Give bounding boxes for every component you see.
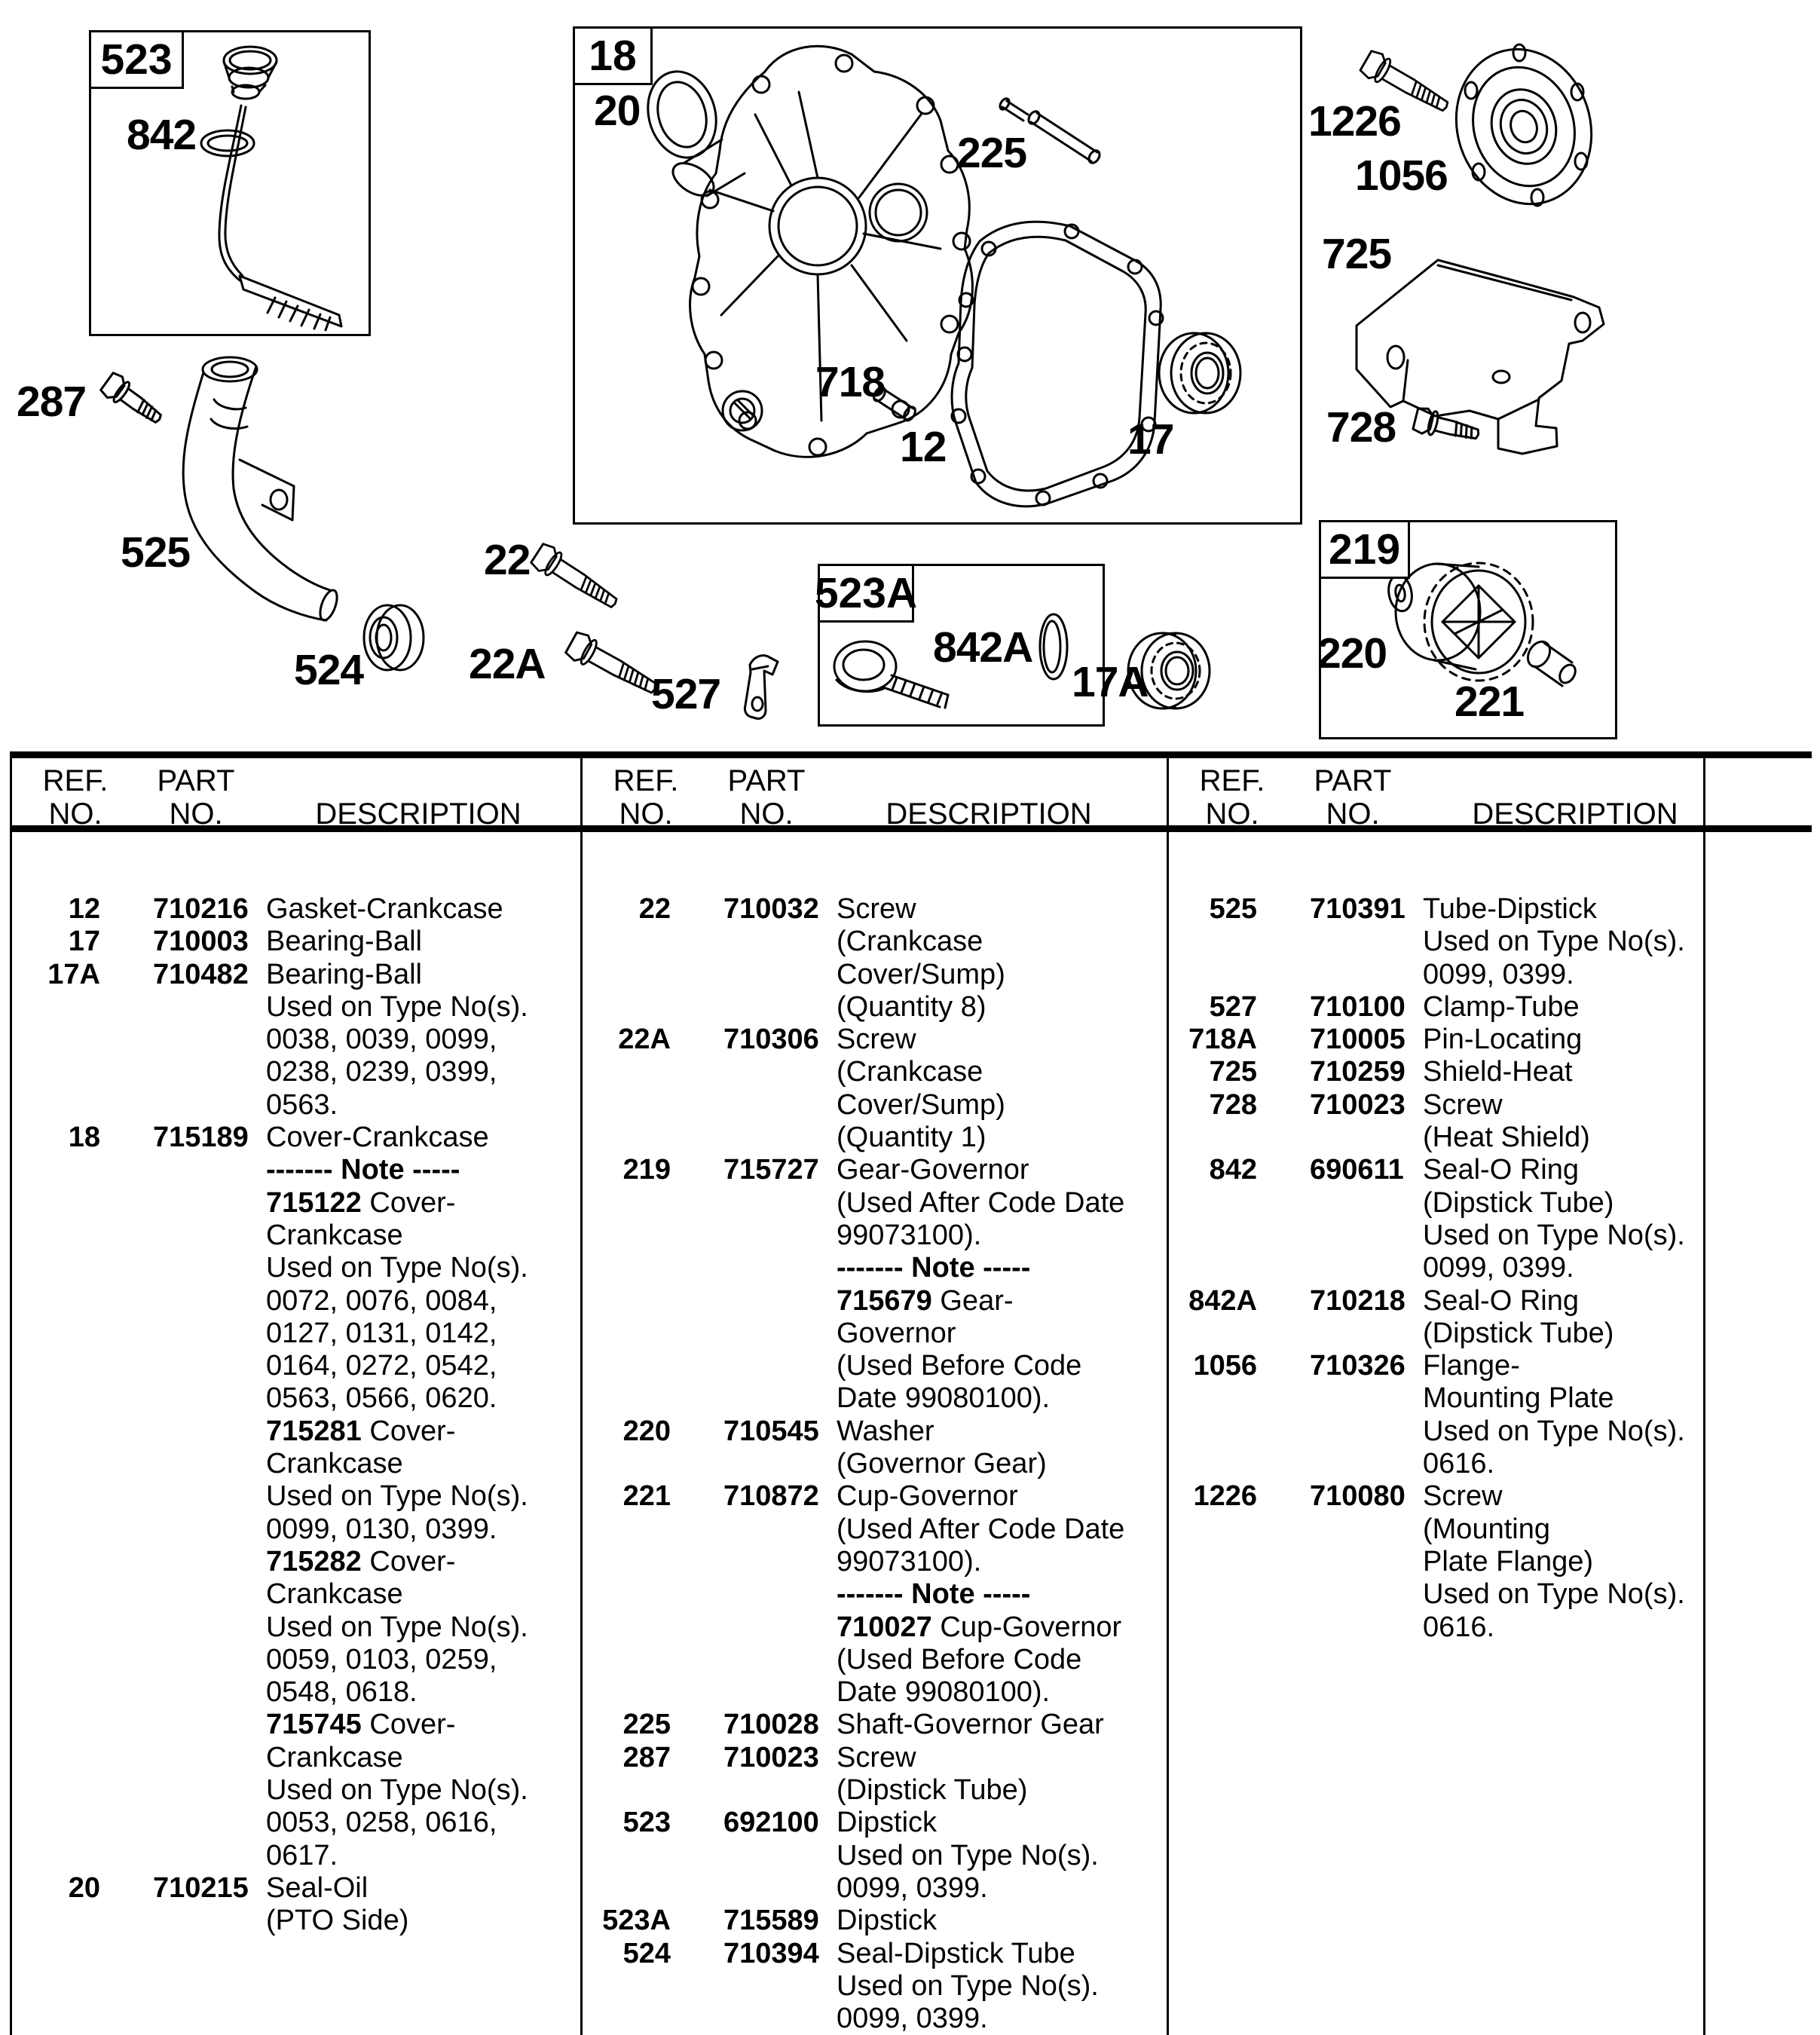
description: Used on Type No(s). [1423, 1415, 1685, 1447]
table-row [580, 893, 1167, 926]
table-row [10, 1807, 580, 1839]
part-no: 710326 [1310, 1350, 1406, 1382]
description: 0616. [1423, 1611, 1495, 1643]
table-row [1167, 1252, 1703, 1284]
header-ref: REF. NO. [1199, 764, 1265, 831]
description: 715679 Gear- [837, 1284, 1014, 1317]
description: Used on Type No(s). [837, 1839, 1099, 1871]
ref-no: 728 [1209, 1088, 1257, 1121]
callout-22A: 22A [469, 640, 546, 688]
description: 0164, 0272, 0542, [266, 1350, 497, 1382]
part-no: 710080 [1310, 1480, 1406, 1513]
table-row [1167, 1382, 1703, 1415]
description: Seal-Dipstick Tube [837, 1937, 1075, 1969]
box-523A-label: 523A [818, 564, 914, 623]
table-row [580, 1382, 1167, 1415]
description: Bearing-Ball [266, 926, 422, 958]
description: Shield-Heat [1423, 1056, 1573, 1088]
description: 0238, 0239, 0399, [266, 1056, 497, 1088]
table-row [580, 1089, 1167, 1122]
table-row [10, 1644, 580, 1676]
description: Clamp-Tube [1423, 990, 1580, 1023]
ref-no: 225 [622, 1709, 671, 1741]
description: Dipstick [837, 1905, 938, 1937]
description: Cup-Governor [837, 1480, 1018, 1513]
ref-no: 20 [68, 1871, 100, 1904]
table-row [10, 1676, 580, 1709]
table-row [10, 1187, 580, 1219]
ref-no: 12 [68, 893, 100, 925]
description: Screw [1423, 1088, 1503, 1121]
table-row [580, 2003, 1167, 2035]
parts-column-1 [10, 752, 580, 2035]
table-row [1167, 1187, 1703, 1219]
table-row [580, 1285, 1167, 1317]
table-row [10, 959, 580, 991]
table-row [580, 1807, 1167, 1839]
table-row [10, 991, 580, 1024]
table-row [10, 1872, 580, 1905]
description: Cover/Sump) [837, 1088, 1005, 1121]
table-row [1167, 926, 1703, 958]
description: Shaft-Governor Gear [837, 1709, 1104, 1741]
table-row [580, 1056, 1167, 1088]
parts-column-2 [580, 752, 1167, 2035]
table-row [580, 1774, 1167, 1807]
ref-no: 17A [47, 958, 100, 990]
table-row [10, 1611, 580, 1644]
description: ------- Note ----- [837, 1252, 1031, 1284]
description: Governor [837, 1317, 956, 1349]
part-no: 710216 [153, 893, 249, 925]
description: 99073100). [837, 1545, 982, 1578]
table-row [10, 1840, 580, 1872]
table-row [580, 1644, 1167, 1676]
part-no: 710482 [153, 958, 249, 990]
part-no: 710545 [723, 1415, 819, 1447]
part-no: 692100 [723, 1807, 819, 1839]
description: Crankcase [266, 1741, 403, 1773]
table-row [10, 893, 580, 926]
description: (Used Before Code [837, 1643, 1082, 1675]
callout-287: 287 [17, 378, 87, 426]
table-row [580, 1578, 1167, 1611]
table-row [580, 1970, 1167, 2003]
ref-no: 523 [622, 1807, 671, 1839]
mounting-flange-1056-drawing [1436, 32, 1611, 222]
callout-1226: 1226 [1308, 97, 1401, 145]
description: Used on Type No(s). [1423, 1219, 1685, 1251]
table-row [1167, 1578, 1703, 1611]
part-no: 710306 [723, 1024, 819, 1056]
header-description: DESCRIPTION [886, 797, 1092, 831]
description: Used on Type No(s). [266, 1252, 528, 1284]
description: (Used After Code Date [837, 1513, 1125, 1545]
ref-no: 18 [68, 1122, 100, 1154]
table-row [1167, 1480, 1703, 1513]
table-row [1167, 1546, 1703, 1578]
description: Screw [837, 1024, 916, 1056]
table-row [10, 1905, 580, 1937]
table-row [580, 1513, 1167, 1546]
part-no: 710391 [1310, 893, 1406, 925]
table-row [10, 1480, 580, 1513]
ref-no: 22 [638, 893, 671, 925]
description: (Crankcase [837, 1056, 983, 1088]
table-row [580, 1840, 1167, 1872]
description: Cover/Sump) [837, 958, 1005, 990]
description: Screw [1423, 1480, 1503, 1513]
description: 0038, 0039, 0099, [266, 1024, 497, 1056]
part-no: 715189 [153, 1122, 249, 1154]
description: Date 99080100). [837, 1382, 1051, 1415]
description: (Used Before Code [837, 1350, 1082, 1382]
header-part: PART NO. [157, 764, 235, 831]
callout-17A: 17A [1072, 658, 1149, 706]
box-219-label: 219 [1319, 520, 1410, 579]
box-523-label: 523 [89, 30, 184, 89]
description: Mounting Plate [1423, 1382, 1614, 1415]
table-row [580, 1448, 1167, 1480]
part-no: 710218 [1310, 1284, 1406, 1317]
table-row [10, 1317, 580, 1350]
table-row [1167, 1611, 1703, 1644]
description: Crankcase [266, 1219, 403, 1251]
table-border-right [1703, 751, 1705, 2035]
description: Seal-O Ring [1423, 1284, 1579, 1317]
table-row [580, 1611, 1167, 1644]
screw-22A-drawing [564, 630, 662, 702]
table-row [1167, 991, 1703, 1024]
ref-no: 842A [1188, 1284, 1257, 1317]
description: 0099, 0399. [837, 2003, 988, 2035]
table-row [10, 1350, 580, 1382]
part-no: 710003 [153, 926, 249, 958]
ref-no: 220 [622, 1415, 671, 1447]
description: 0616. [1423, 1448, 1495, 1480]
description: Cover-Crankcase [266, 1122, 489, 1154]
part-no: 710394 [723, 1937, 819, 1969]
callout-17: 17 [1127, 415, 1174, 464]
description: Crankcase [266, 1448, 403, 1480]
callout-725: 725 [1322, 230, 1392, 278]
description: 710027 Cup-Governor [837, 1611, 1122, 1643]
clamp-527-drawing [745, 656, 778, 719]
table-row [1167, 1154, 1703, 1186]
table-row [580, 1024, 1167, 1056]
description: Date 99080100). [837, 1676, 1051, 1709]
table-row [580, 1676, 1167, 1709]
part-no: 715727 [723, 1154, 819, 1186]
description: (PTO Side) [266, 1905, 409, 1937]
description: Screw [837, 893, 916, 925]
table-row [580, 1252, 1167, 1284]
description: 0059, 0103, 0259, [266, 1643, 497, 1675]
part-no: 710023 [1310, 1088, 1406, 1121]
part-no: 690611 [1310, 1154, 1404, 1186]
table-row [580, 1709, 1167, 1741]
table-row [580, 1872, 1167, 1905]
table-row [580, 1350, 1167, 1382]
part-no: 710005 [1310, 1024, 1406, 1056]
table-row [10, 1546, 580, 1578]
description: (Crankcase [837, 926, 983, 958]
table-row [10, 1448, 580, 1480]
callout-524: 524 [294, 646, 364, 694]
ref-no: 842 [1209, 1154, 1257, 1186]
description: 0053, 0258, 0616, [266, 1807, 497, 1839]
ref-no: 725 [1209, 1056, 1257, 1088]
callout-225: 225 [957, 129, 1027, 177]
header-part: PART NO. [727, 764, 806, 831]
callout-842: 842 [127, 111, 197, 159]
ref-no: 523A [602, 1905, 671, 1937]
description: 715281 Cover- [266, 1415, 456, 1447]
header-ref: REF. NO. [613, 764, 679, 831]
description: 0563. [266, 1088, 338, 1121]
part-no: 710259 [1310, 1056, 1406, 1088]
callout-221: 221 [1454, 678, 1525, 726]
description: Gear-Governor [837, 1154, 1029, 1186]
description: 99073100). [837, 1219, 982, 1251]
description: ------- Note ----- [837, 1578, 1031, 1611]
seal-524-drawing [364, 605, 424, 670]
table-row [580, 1742, 1167, 1774]
ref-no: 221 [622, 1480, 671, 1513]
callout-220: 220 [1317, 629, 1387, 678]
callout-728: 728 [1326, 403, 1396, 451]
description: 0563, 0566, 0620. [266, 1382, 497, 1415]
description: Used on Type No(s). [266, 990, 528, 1023]
description: 715745 Cover- [266, 1709, 456, 1741]
box-523 [89, 30, 371, 336]
part-no: 710032 [723, 893, 819, 925]
table-row [1167, 893, 1703, 926]
description: 0099, 0399. [837, 1871, 988, 1904]
header-description: DESCRIPTION [1472, 797, 1678, 831]
callout-718: 718 [815, 358, 886, 406]
callout-527: 527 [651, 670, 721, 718]
table-row [1167, 1448, 1703, 1480]
table-row [10, 926, 580, 958]
description: Tube-Dipstick [1423, 893, 1597, 925]
ref-no: 287 [622, 1741, 671, 1773]
table-row [10, 1578, 580, 1611]
box-18-label: 18 [573, 26, 653, 85]
description: (Dipstick Tube) [837, 1774, 1028, 1807]
table-row [10, 1024, 580, 1056]
description: ------- Note ----- [266, 1154, 460, 1186]
ref-no: 17 [68, 926, 100, 958]
header-part: PART NO. [1314, 764, 1392, 831]
description: Seal-Oil [266, 1871, 369, 1904]
table-row [580, 1415, 1167, 1448]
table-row [10, 1056, 580, 1088]
table-row [580, 1938, 1167, 1970]
description: (Dipstick Tube) [1423, 1186, 1614, 1219]
table-row [580, 991, 1167, 1024]
description: Used on Type No(s). [837, 1969, 1099, 2002]
table-row [1167, 1089, 1703, 1122]
table-row [580, 1122, 1167, 1154]
callout-1056: 1056 [1355, 151, 1448, 200]
part-no: 715589 [723, 1905, 819, 1937]
table-row [580, 1187, 1167, 1219]
screw-22-drawing [530, 542, 622, 616]
description: 0099, 0130, 0399. [266, 1513, 497, 1545]
table-row [1167, 1350, 1703, 1382]
ref-no: 22A [618, 1024, 671, 1056]
description: 715122 Cover- [266, 1186, 456, 1219]
header-ref: REF. NO. [42, 764, 109, 831]
table-row [580, 1219, 1167, 1252]
description: (Governor Gear) [837, 1448, 1047, 1480]
table-row [580, 926, 1167, 958]
description: Flange- [1423, 1350, 1520, 1382]
table-row [1167, 1122, 1703, 1154]
callout-12: 12 [900, 423, 947, 471]
description: (Heat Shield) [1423, 1122, 1590, 1154]
description: Gasket-Crankcase [266, 893, 503, 925]
ref-no: 219 [622, 1154, 671, 1186]
description: (Quantity 1) [837, 1122, 986, 1154]
table-row [580, 959, 1167, 991]
description: Used on Type No(s). [266, 1774, 528, 1807]
table-row [1167, 1285, 1703, 1317]
table-row [580, 1546, 1167, 1578]
dipstick-tube-525-drawing [183, 357, 341, 623]
ref-no: 527 [1209, 990, 1257, 1023]
description: Pin-Locating [1423, 1024, 1583, 1056]
description: Crankcase [266, 1578, 403, 1611]
table-row [10, 1742, 580, 1774]
description: Dipstick [837, 1807, 938, 1839]
description: Used on Type No(s). [266, 1480, 528, 1513]
table-row [580, 1905, 1167, 1937]
screw-287-drawing [99, 371, 167, 430]
table-row [10, 1709, 580, 1741]
table-row [580, 1154, 1167, 1186]
table-row [1167, 1513, 1703, 1546]
description: Used on Type No(s). [1423, 926, 1685, 958]
description: Screw [837, 1741, 916, 1773]
table-row [1167, 1415, 1703, 1448]
table-row [1167, 1219, 1703, 1252]
table-row [580, 1480, 1167, 1513]
table-row [1167, 959, 1703, 991]
description: Seal-O Ring [1423, 1154, 1579, 1186]
description: 0099, 0399. [1423, 1252, 1574, 1284]
table-row [10, 1513, 580, 1546]
description: Bearing-Ball [266, 958, 422, 990]
callout-20: 20 [594, 87, 641, 135]
description: Plate Flange) [1423, 1545, 1594, 1578]
description: Washer [837, 1415, 934, 1447]
description: (Mounting [1423, 1513, 1550, 1545]
parts-column-3 [1167, 752, 1703, 2035]
table-row [1167, 1317, 1703, 1350]
ref-no: 718A [1188, 1024, 1257, 1056]
table-row [10, 1382, 580, 1415]
ref-no: 525 [1209, 893, 1257, 925]
description: Used on Type No(s). [1423, 1578, 1685, 1611]
description: 0099, 0399. [1423, 958, 1574, 990]
part-no: 710023 [723, 1741, 819, 1773]
table-row [1167, 1056, 1703, 1088]
part-no: 710028 [723, 1709, 819, 1741]
part-no: 710872 [723, 1480, 819, 1513]
description: (Quantity 8) [837, 990, 986, 1023]
table-row [10, 1219, 580, 1252]
callout-22: 22 [484, 536, 531, 584]
part-no: 710215 [153, 1871, 249, 1904]
table-row [1167, 1024, 1703, 1056]
table-row [10, 1089, 580, 1122]
callout-525: 525 [121, 528, 191, 577]
ref-no: 1056 [1193, 1350, 1257, 1382]
table-row [580, 1317, 1167, 1350]
description: 0548, 0618. [266, 1676, 418, 1709]
description: 715282 Cover- [266, 1545, 456, 1578]
table-row [10, 1774, 580, 1807]
description: 0072, 0076, 0084, [266, 1284, 497, 1317]
description: (Used After Code Date [837, 1186, 1125, 1219]
part-no: 710100 [1310, 990, 1406, 1023]
description: Used on Type No(s). [266, 1611, 528, 1643]
header-description: DESCRIPTION [315, 797, 522, 831]
table-row [10, 1154, 580, 1186]
description: 0127, 0131, 0142, [266, 1317, 497, 1349]
ref-no: 1226 [1193, 1480, 1257, 1513]
callout-842A: 842A [933, 623, 1033, 672]
description: (Dipstick Tube) [1423, 1317, 1614, 1349]
description: 0617. [266, 1839, 338, 1871]
table-row [10, 1415, 580, 1448]
table-row [10, 1285, 580, 1317]
ref-no: 524 [622, 1937, 671, 1969]
table-row [10, 1122, 580, 1154]
table-row [10, 1252, 580, 1284]
